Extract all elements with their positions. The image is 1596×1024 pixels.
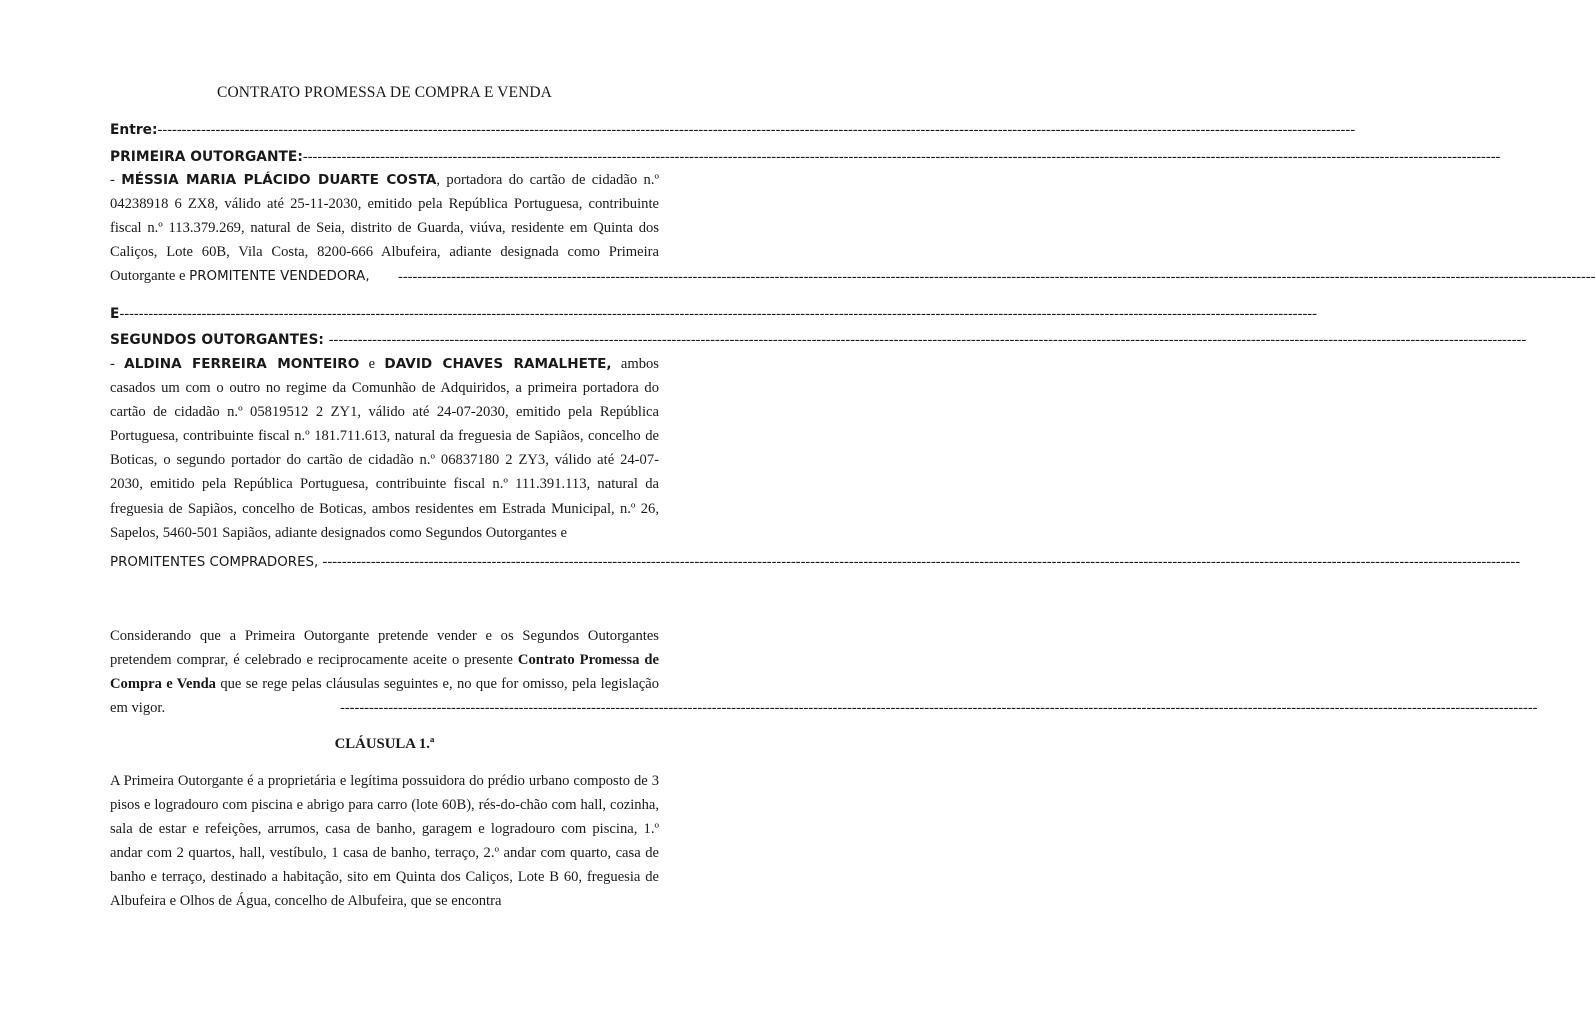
buyer-role: PROMITENTES COMPRADORES, (110, 555, 323, 570)
primeira-outorgante-line (110, 147, 1501, 167)
dash-filler: -------------------------------------------------------------------------------------------------------------------------------------------------------------------------------------------------------------------------------------------------------- (322, 554, 1521, 570)
considerando-tail-dashes (340, 698, 1538, 718)
seller-details: , portadora do cartão de cidadão n.º 04238918 6 ZX8, válido até 25-11-2030, emitido pela República Portuguesa, contribuinte fiscal n.º 113.379.269, natural de Seia, distrito de Guarda, viúva, residente em Quinta dos Caliços, Lote 60B, Vila Costa, 8200-666 Albufeira, adiante designada como Primeira Outorgante e (110, 172, 659, 285)
segundos-role-line (110, 552, 1521, 572)
segundos-outorgantes-line (110, 330, 1527, 350)
document-title: CONTRATO PROMESSA DE COMPRA E VENDA (217, 84, 552, 101)
segundos-outorgantes-label: SEGUNDOS OUTORGANTES: (110, 332, 329, 348)
dash-prefix: - (110, 356, 125, 372)
seller-role: PROMITENTE VENDEDORA, (189, 269, 370, 285)
buyer-name-2: DAVID CHAVES RAMALHETE, (384, 356, 612, 372)
contract-name: Contrato Promessa de Compra e Venda (110, 652, 659, 693)
dash-prefix: - (110, 172, 122, 188)
e-label: E (110, 306, 120, 322)
buyer-conj: e (359, 356, 385, 372)
dash-filler: -------------------------------------------------------------------------------------------------------------------------------------------------------------------------------------------------------------------------------------------------------- (398, 269, 1596, 285)
clause-1-paragraph: A Primeira Outorgante é a proprietária e legítima possuidora do prédio urbano composto de 3 pisos e logradouro com piscina e abrigo para carro (lote 60B), rés-do-chão com hall, cozinha, sala de estar e refeições, arrumos, casa de banho, garagem e logradouro com piscina, 1.º andar com 2 quartos, hall, vestíbulo, 1 casa de banho, terraço, 2.º andar com quarto, casa de banho e terraço, destinado a habitação, sito em Quinta dos Caliços, Lote B 60, freguesia de Albufeira e Olhos de Água, concelho de Albufeira, que se encontra (110, 773, 659, 910)
primeira-outorgante-label: PRIMEIRA OUTORGANTE: (110, 149, 303, 165)
clause-1-title: CLÁUSULA 1.ª (334, 736, 435, 752)
dash-filler: -------------------------------------------------------------------------------------------------------------------------------------------------------------------------------------------------------------------------------------------------------- (340, 700, 1538, 716)
buyer-details: ambos casados um com o outro no regime da Comunhão de Adquiridos, a primeira portadora do cartão de cidadão n.º 05819512 2 ZY1, válido até 24-07-2030, emitido pela República Portuguesa, contribuinte fiscal n.º 181.711.613, natural da freguesia de Sapiãos, concelho de Boticas, o segundo portador do cartão de cidadão n.º 06837180 2 ZY3, válido até 24-07-2030, emitido pela República Portuguesa, contribuinte fiscal n.º 111.391.113, natural da freguesia de Sapiãos, concelho de Boticas, ambos residentes em Estrada Municipal, n.º 26, Sapelos, 5460-501 Sapiãos, adiante designados como Segundos Outorgantes e (110, 356, 659, 541)
dash-filler: -------------------------------------------------------------------------------------------------------------------------------------------------------------------------------------------------------------------------------------------------------- (302, 149, 1501, 165)
entre-label: Entre: (110, 122, 158, 138)
dash-filler: -------------------------------------------------------------------------------------------------------------------------------------------------------------------------------------------------------------------------------------------------------- (328, 332, 1527, 348)
seller-name: MÉSSIA MARIA PLÁCIDO DUARTE COSTA (121, 172, 437, 188)
segundos-outorgantes-paragraph (110, 352, 659, 545)
dash-filler: -------------------------------------------------------------------------------------------------------------------------------------------------------------------------------------------------------------------------------------------------------- (157, 122, 1356, 138)
dash-filler: -------------------------------------------------------------------------------------------------------------------------------------------------------------------------------------------------------------------------------------------------------- (119, 306, 1317, 322)
entre-line (110, 120, 1356, 140)
considerando-text-2: que se rege pelas cláusulas seguintes e, no que for omisso, pela legislação em vigor. (110, 676, 659, 717)
document-page (110, 0, 1596, 1024)
e-line (110, 304, 1317, 324)
buyer-name-1: ALDINA FERREIRA MONTEIRO (124, 356, 360, 372)
considerando-text-1: Considerando que a Primeira Outorgante pretende vender e os Segundos Outorgantes pretendem comprar, é celebrado e reciprocamente aceite o presente (110, 628, 659, 669)
primeira-tail-dashes (398, 267, 1596, 287)
